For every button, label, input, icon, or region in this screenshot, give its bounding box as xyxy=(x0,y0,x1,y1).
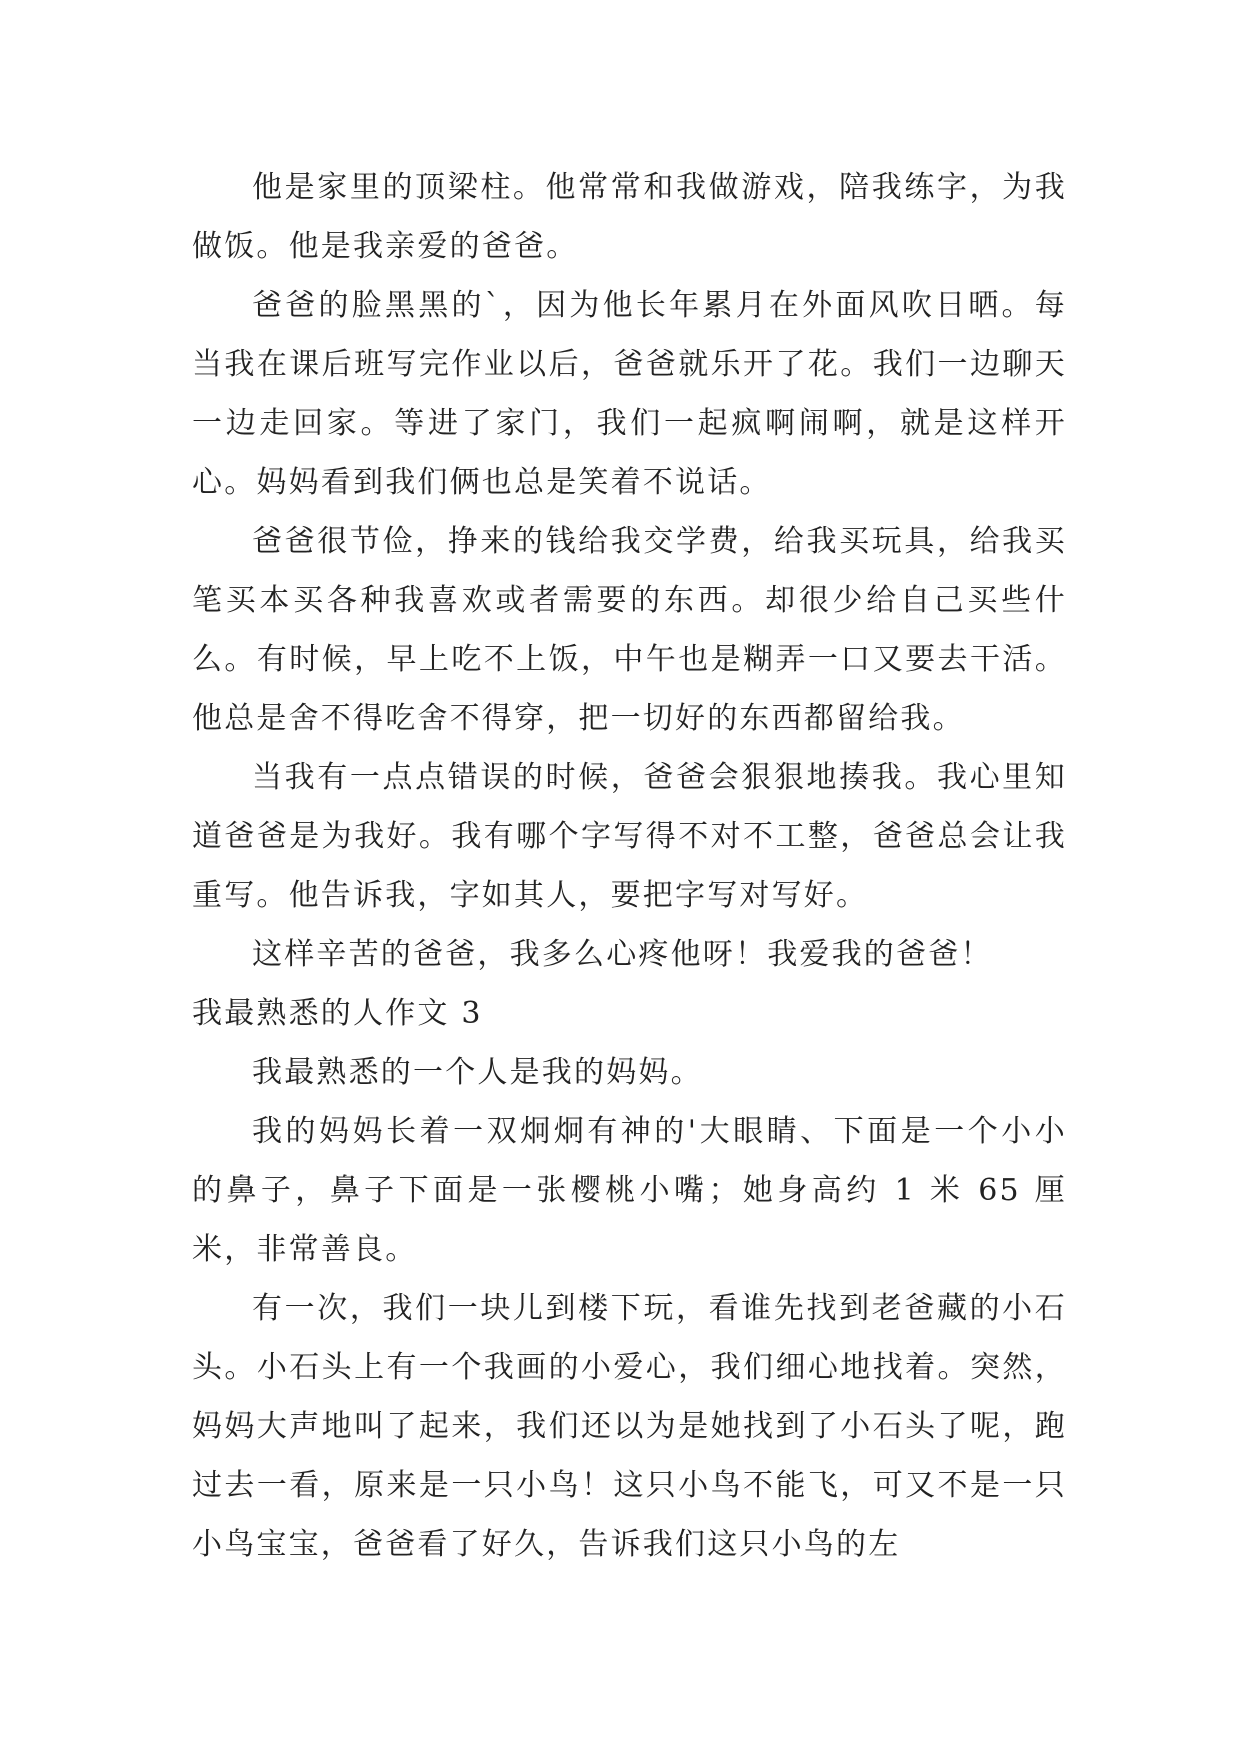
paragraph-father-love: 这样辛苦的爸爸，我多么心疼他呀！我爱我的爸爸！ xyxy=(252,937,993,972)
paragraph-father-face: 爸爸的脸黑黑的`，因为他长年累月在外面风吹日晒。每当我在课后班写完作业以后，爸爸就乐开了花。我们一边聊天一边走回家。等进了家门，我们一起疯啊闹啊，就是这样开心。妈妈看到我们俩也总是笑着不说话。 xyxy=(192,288,1067,500)
paragraph-father-frugal: 爸爸很节俭，挣来的钱给我交学费，给我买玩具，给我买笔买本买各种我喜欢或者需要的东西。却很少给自己买些什么。有时候，早上吃不上饭，中午也是糊弄一口又要去干活。他总是舍不得吃舍不得穿，把一切好的东西都留给我。 xyxy=(192,524,1067,736)
paragraph-father-pillar: 他是家里的顶梁柱。他常常和我做游戏，陪我练字，为我做饭。他是我亲爱的爸爸。 xyxy=(192,170,1067,264)
essay-body xyxy=(192,158,1067,1574)
section-title: 我最熟悉的人作文 3 xyxy=(192,996,483,1031)
paragraph-father-strict: 当我有一点点错误的时候，爸爸会狠狠地揍我。我心里知道爸爸是为我好。我有哪个字写得不对不工整，爸爸总会让我重写。他告诉我，字如其人，要把字写对写好。 xyxy=(192,760,1067,913)
paragraph-mother-intro: 我最熟悉的一个人是我的妈妈。 xyxy=(252,1055,703,1090)
paragraph-mother-looks: 我的妈妈长着一双炯炯有神的'大眼睛、下面是一个小小的鼻子，鼻子下面是一张樱桃小嘴；她身高约 1 米 65 厘米，非常善良。 xyxy=(192,1114,1067,1267)
paragraph-mother-story: 有一次，我们一块儿到楼下玩，看谁先找到老爸藏的小石头。小石头上有一个我画的小爱心，我们细心地找着。突然，妈妈大声地叫了起来，我们还以为是她找到了小石头了呢，跑过去一看，原来是一只小鸟！这只小鸟不能飞，可又不是一只小鸟宝宝，爸爸看了好久，告诉我们这只小鸟的左 xyxy=(192,1291,1067,1562)
